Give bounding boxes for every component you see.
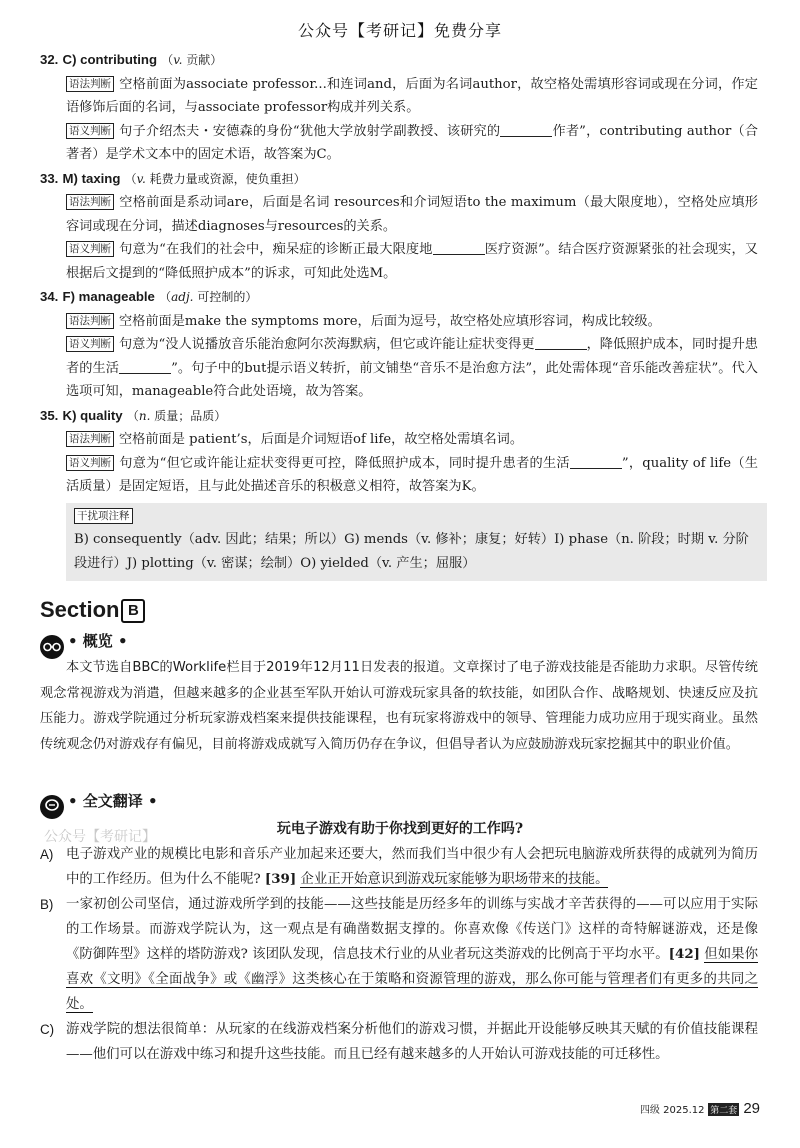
page-header: 公众号【考研记】免费分享	[297, 21, 502, 40]
item-32-semantic: 语义判断 句子介绍杰夫・安德森的身份“犹他大学放射学副教授、该研究的 作者”，contributing author（合著者）是学术文本中的固定术语，故答案为C。	[66, 123, 758, 162]
item-33-head: 33. M) taxing （v. 耗费力量或资源，使负重担）	[40, 170, 306, 186]
section-letter-badge: B	[121, 599, 145, 623]
blank-line	[500, 124, 552, 137]
grammar-tag: 语法判断	[66, 313, 114, 329]
blank-line	[535, 337, 587, 350]
blank-line	[433, 242, 485, 255]
grammar-tag: 语法判断	[66, 431, 114, 447]
overview-heading: • 概览 •	[40, 630, 128, 659]
section-title: Section B	[40, 596, 145, 624]
page-footer: 四级 2025.12 第二套 29	[639, 1100, 760, 1117]
semantic-tag: 语义判断	[66, 241, 114, 257]
item-35-semantic: 语义判断 句意为“但它或许能让症状变得更可控，降低照护成本，同时提升患者的生活 ”，quality of life（生活质量）是固定短语，且与此处描述音乐的积极意义相符，故答案为K。	[66, 455, 758, 494]
semantic-tag: 语义判断	[66, 455, 114, 471]
item-33-grammar: 语法判断 空格前面是系动词are，后面是名词 resources和介词短语to the maximum（最大限度地），空格处应填形容词或现在分词，描述diagnoses与resources的关系。	[66, 195, 758, 234]
overview-text: 本文节选自BBC的Worklife栏目于2019年12月11日发表的报道。文章探讨了电子游戏技能是否能助力求职。尽管传统观念常视游戏为消遣，但越来越多的企业甚至军队开始认可游戏玩家具备的软技能，如团队合作、战略规划、快速反应及抗压能力。游戏学院通过分析玩家游戏档案来提供技能课程，也有玩家将游戏中的领导、管理能力成功应用于现实商业。虽然传统观念仍对游戏存有偏见，目前将游戏成就写入简历仍存在争议，但倡导者认为应鼓励游戏玩家挖掘其中的职业价值。	[40, 660, 758, 752]
speech-bubble-icon	[40, 795, 64, 819]
translation-heading: • 全文翻译 •	[40, 790, 158, 819]
item-35-grammar: 语法判断 空格前面是 patient’s，后面是介词短语of life，故空格处需填名词。	[66, 428, 758, 452]
item-32-grammar: 语法判断 空格前面为associate professor...和连词and，后面为名词author，故空格处需填形容词或现在分词，作定语修饰后面的名词，与associate professor构成并列关系。	[66, 76, 758, 115]
item-32-head: 32. C) contributing （v. 贡献）	[40, 52, 223, 67]
translation-paragraph-b: B) 一家初创公司坚信，通过游戏所学到的技能——这些技能是历经多年的训练与实战才辛苦获得的——可以应用于实际的工作场景。而游戏学院认为，这一观点是有确凿数据支撑的。你喜欢像《传送门》这样的奇特解谜游戏，还是像《防御阵型》这样的塔防游戏? 该团队发现，信息技术行业的从业者玩这类游戏的比例高于平均水平。[42] 但如果你喜欢《文明》《全面战争》或《幽浮》这类核心在于策略和资源管理的游戏，那么你可能与管理者们有更多的共同之处。	[40, 897, 758, 1012]
grammar-tag: 语法判断	[66, 194, 114, 210]
answer-explanations	[40, 48, 758, 581]
translation-paragraph-a: A) 电子游戏产业的规模比电影和音乐产业加起来还要大，然而我们当中很少有人会把玩电脑游戏所获得的成就列为简历中的工作经历。但为什么不能呢? [39] 企业正开始意识到游戏玩家能够为职场带来的技能。	[40, 847, 758, 887]
grammar-tag: 语法判断	[66, 76, 114, 92]
item-33-semantic: 语义判断 句意为“在我们的社会中，痴呆症的诊断正最大限度地 医疗资源”。结合医疗资源紧张的社会现实，又根据后文提到的“降低照护成本”的诉求，可知此处选M。	[66, 242, 758, 281]
article-title: 玩电子游戏有助于你找到更好的工作吗?	[276, 821, 524, 837]
set-badge: 第二套	[708, 1103, 739, 1116]
item-34-head: 34. F) manageable （adj. 可控制的）	[40, 289, 258, 304]
distractor-text: B) consequently（adv. 因此；结果；所以）G) mends（v. 修补；康复；好转）I) phase（n. 阶段；时期 v. 分阶段进行）J) plotting（v. 密谋；绘制）O) yielded（v. 产生；屈服）	[74, 532, 749, 571]
distractor-notes	[66, 503, 767, 582]
item-34-semantic: 语义判断 句意为“没人说播放音乐能治愈阿尔茨海默病，但它或许能让症状变得更 ，降低照护成本，同时提升患者的生活 ”。句子中的but提示语义转折，前文铺垫“音乐不是治愈方法”，此处需体现“音乐能改善症状”。代入选项可知，manageable符合此处语境，故为答案。	[66, 337, 758, 399]
watermark: 公众号【考研记】	[44, 829, 156, 845]
item-35-head: 35. K) quality （n. 质量；品质）	[40, 407, 227, 423]
blank-line	[570, 456, 622, 469]
translation-paragraph-c: C) 游戏学院的想法很简单：从玩家的在线游戏档案分析他们的游戏习惯，并据此开设能够反映其天赋的有价值技能课程——他们可以在游戏中练习和提升这些技能。而且已经有越来越多的人开始认可游戏技能的可迁移性。	[40, 1022, 758, 1062]
blank-line	[119, 361, 171, 374]
item-34-grammar: 语法判断 空格前面是make the symptoms more，后面为逗号，故空格处应填形容词，构成比较级。	[66, 310, 758, 334]
distractor-tag: 干扰项注释	[74, 508, 133, 524]
semantic-tag: 语义判断	[66, 123, 114, 139]
semantic-tag: 语义判断	[66, 336, 114, 352]
page-number: 29	[743, 1100, 760, 1117]
